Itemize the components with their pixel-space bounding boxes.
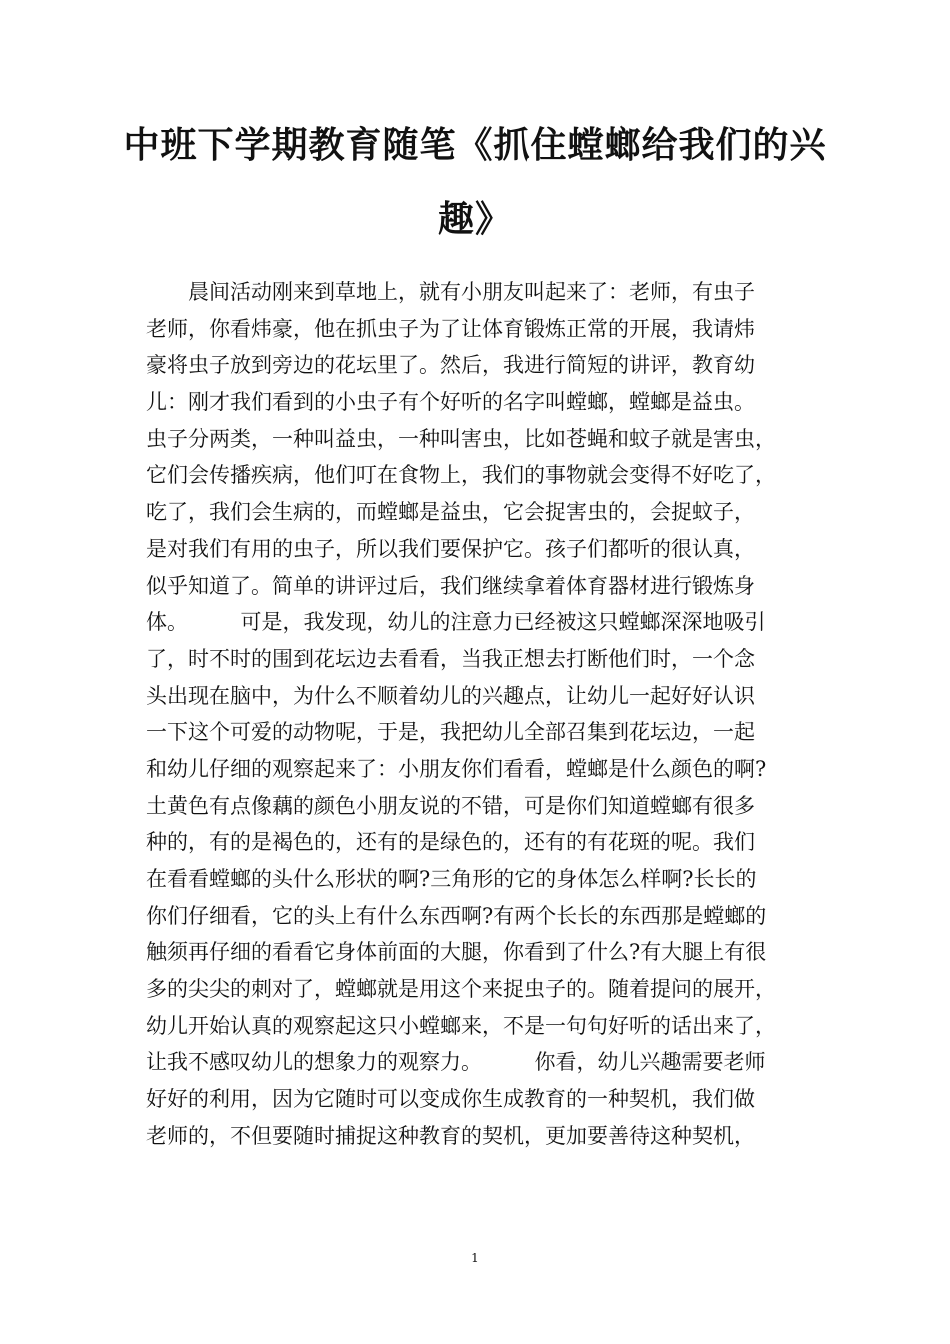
body-line: 吃了，我们会生病的，而螳螂是益虫，它会捉害虫的，会捉蚊子， <box>146 500 755 525</box>
body-line: 触须再仔细的看看它身体前面的大腿，你看到了什么?有大腿上有很 <box>146 940 767 965</box>
body-line: 和幼儿仔细的观察起来了：小朋友你们看看，螳螂是什么颜色的啊? <box>146 756 767 781</box>
body-line: 老师的，不但要随时捕捉这种教育的契机，更加要善待这种契机， <box>146 1123 755 1148</box>
body-line: 头出现在脑中，为什么不顺着幼儿的兴趣点，让幼儿一起好好认识 <box>146 683 755 708</box>
body-line: 好好的利用，因为它随时可以变成你生成教育的一种契机，我们做 <box>146 1087 755 1112</box>
body-line: 让我不感叹幼儿的想象力的观察力。 你看，幼儿兴趣需要老师 <box>146 1050 766 1075</box>
body-line: 种的，有的是褐色的，还有的是绿色的，还有的有花斑的呢。我们 <box>146 830 755 855</box>
body-line: 一下这个可爱的动物呢，于是，我把幼儿全部召集到花坛边，一起 <box>146 720 755 745</box>
body-line: 老师，你看炜豪，他在抓虫子为了让体育锻炼正常的开展，我请炜 <box>146 316 755 341</box>
body-line: 在看看螳螂的头什么形状的啊?三角形的它的身体怎么样啊?长长的 <box>146 867 757 891</box>
body-line: 多的尖尖的刺对了，螳螂就是用这个来捉虫子的。随着提问的展开， <box>146 977 776 1002</box>
body-line: 了，时不时的围到花坛边去看看，当我正想去打断他们时，一个念 <box>146 646 755 671</box>
body-line: 似乎知道了。简单的讲评过后，我们继续拿着体育器材进行锻炼身 <box>146 573 755 598</box>
body-line: 是对我们有用的虫子，所以我们要保护它。孩子们都听的很认真， <box>146 536 755 561</box>
page-number: 1 <box>471 1251 479 1265</box>
body-line: 儿：刚才我们看到的小虫子有个好听的名字叫螳螂，螳螂是益虫。 <box>146 390 755 415</box>
body-line: 土黄色有点像藕的颜色小朋友说的不错，可是你们知道螳螂有很多 <box>146 793 755 818</box>
body-line: 你们仔细看，它的头上有什么东西啊?有两个长长的东西那是螳螂的 <box>146 903 767 928</box>
body-line: 豪将虫子放到旁边的花坛里了。然后，我进行简短的讲评，教育幼 <box>146 353 755 378</box>
document-title-line-2: 趣》 <box>437 199 512 240</box>
body-line: 虫子分两类，一种叫益虫，一种叫害虫，比如苍蝇和蚊子就是害虫， <box>146 426 776 451</box>
document-body <box>146 274 826 1155</box>
body-line: 体。 可是，我发现，幼儿的注意力已经被这只螳螂深深地吸引 <box>146 610 766 635</box>
document-title-line-1: 中班下学期教育随笔《抓住螳螂给我们的兴 <box>123 125 827 166</box>
body-line: 它们会传播疾病，他们叮在食物上，我们的事物就会变得不好吃了， <box>146 463 776 488</box>
body-line: 晨间活动刚来到草地上，就有小朋友叫起来了：老师，有虫子 <box>146 280 755 304</box>
body-line: 幼儿开始认真的观察起这只小螳螂来，不是一句句好听的话出来了， <box>146 1013 776 1038</box>
